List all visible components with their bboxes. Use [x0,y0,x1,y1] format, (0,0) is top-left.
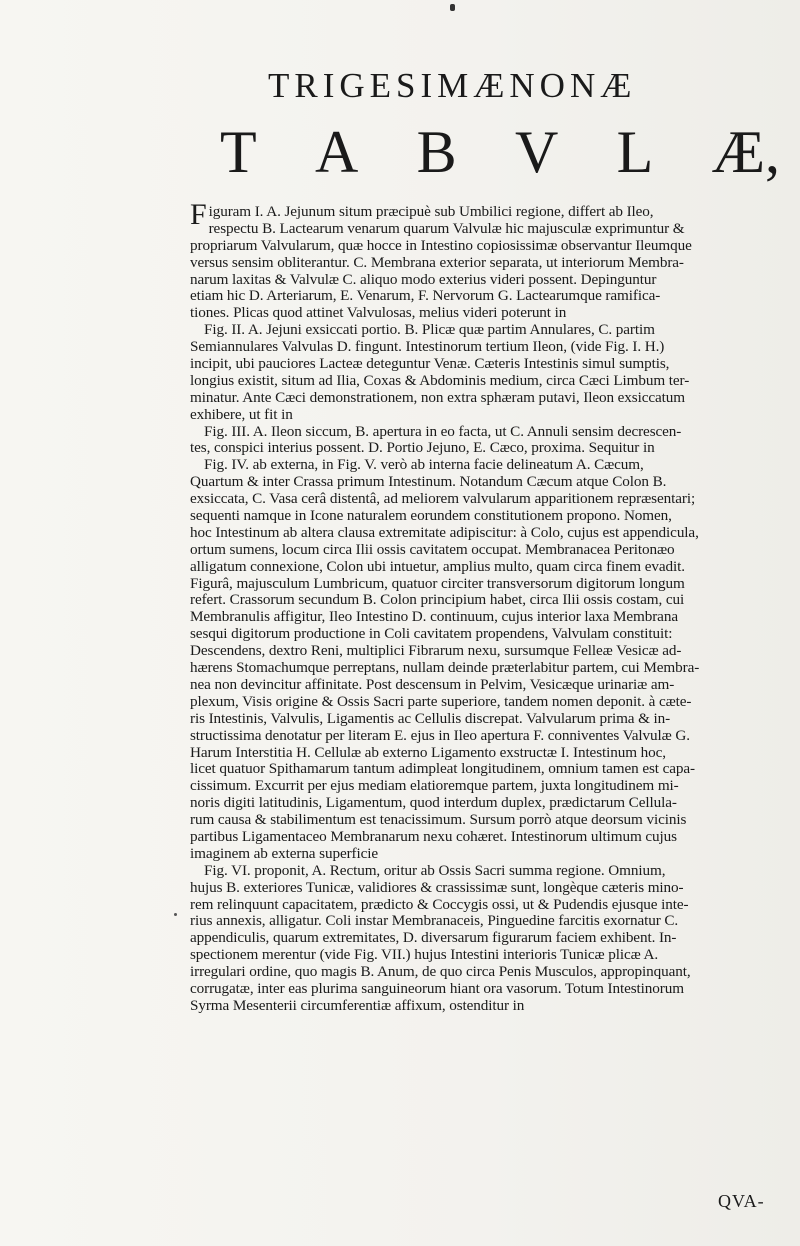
title-letter: L [616,119,654,185]
text-line: nea non devincitur affinitate. Post descensum in Pelvim, Vesicæque urinariæ am- [190,675,675,693]
title-letter: A [314,119,359,185]
text-line: imaginem ab externa superficie [190,844,379,862]
text-line: appendiculis, quarum extremitates, D. diversarum figurarum faciem exhibent. In- [190,929,677,947]
text-line: tes, conspici interius possent. D. Portio Jejuno, E. Cæco, proxima. Sequitur in [190,439,655,457]
text-line: noris digiti latitudinis, Ligamentum, quod interdum duplex, prædictarum Cellula- [190,794,677,812]
text-line: rem relinquunt capacitatem, prædicto & Coccygis ossi, ut & Pudendis ejusque inte- [190,895,689,913]
text-line: versus sensim obliterantur. C. Membrana exterior separata, ut interiorum Membra- [190,253,684,271]
title-letter: Æ, [711,119,780,185]
text-line: exhibere, ut fit in [190,405,293,423]
text-line: tiones. Plicas quod attinet Valvulosas, melius videri poterunt in [190,304,567,322]
title-letter: T [220,119,257,185]
text-line: propriarum Valvularum, quæ hocce in Intestino copiosissimæ observantur Ileumque [190,236,692,254]
text-line: hoc Intestinum ab altera clausa extremitate adipiscitur: à Colo, cujus est appendicula, [190,523,699,541]
text-line: partibus Ligamentaceo Membranarum nexu cohæret. Intestinorum ultimum cujus [190,827,677,845]
text-line: narum laxitas & Valvulæ C. aliquo modo exterius videri possent. Depinguntur [190,270,657,288]
text-line: hujus B. exteriores Tunicæ, validiores & crassissimæ sunt, longèque cæteris mino- [190,878,684,896]
text-line: plexum, Visis origine & Ossis Sacri parte superiore, tandem nomen deponit. à cæte- [190,692,692,710]
text-line: licet quatuor Spithamarum tantum adimpleat longitudinem, omnium tamen est capa- [190,760,695,778]
text-line: ortum sumens, locum circa Ilii ossis cavitatem occupat. Membranacea Peritonæo [190,540,675,558]
text-line-content: iguram I. A. Jejunum situm præcipuè sub Umbilici regione, differt ab Ileo, [208,203,654,220]
text-line: Membranulis affigitur, Ileo Intestino D. continuum, cujus interior laxa Membrana [190,608,678,626]
title-letter: V [514,119,559,185]
text-line: Fig. IV. ab externa, in Fig. V. verò ab interna facie delineatum A. Cæcum, [204,456,644,474]
text-line: sesqui digitorum productione in Coli cavitatem propendens, Valvulam constituit: [190,625,673,643]
text-line: rum causa & stabilimentum est tenacissimum. Sursum porrò atque deorsum vicinis [190,811,687,829]
margin-mark [174,913,177,916]
text-line: sequenti namque in Icone naturalem eorundem constitutionem propono. Nomen, [190,507,672,525]
text-line: Quartum & inter Crassa primum Intestinum. Notandum Cæcum atque Colon B. [190,473,667,491]
text-line: Fig. II. A. Jejuni exsiccati portio. B. Plicæ quæ partim Annulares, C. partim [204,321,655,339]
text-line: Fig. III. A. Ileon siccum, B. apertura in eo facta, ut C. Annuli sensim decrescen- [204,422,682,440]
title-line-2 [220,118,780,187]
body-text [190,198,770,1015]
text-line: Semiannulares Valvulas D. fingunt. Intestinorum tertium Ileon, (vide Fig. I. H.) [190,338,665,356]
text-line: minatur. Ante Cæci demonstrationem, non extra sphæram putavi, Ileon exsiccatum [190,388,685,406]
text-line: rius annexis, alligatur. Coli instar Membranaceis, Pinguedine farcitis exornatur C. [190,912,679,930]
catchword: QVA- [718,1191,765,1211]
text-line: cissimum. Excurrit per ejus mediam elatioremque partem, juxta longitudinem mi- [190,777,679,795]
text-line: corrugatæ, inter eas plurima sanguineorum hiant ora vasorum. Totum Intestinorum [190,979,684,997]
text-line: spectionem merentur (vide Fig. VII.) hujus Intestini interioris Tunicæ plicæ A. [190,946,659,964]
printer-mark [450,4,455,11]
text-line: exsiccata, C. Vasa cerâ distentâ, ad meliorem valvularum apparitionem repræsentari; [190,490,696,508]
text-line: Figurâ, majusculum Lumbricum, quatuor circiter transversorum digitorum longum [190,574,685,592]
text-line: ris Intestinis, Valvulis, Ligamentis ac Cellulis discrepat. Valvularum prima & in- [190,709,671,727]
text-line: refert. Crassorum secundum B. Colon principium habet, circa Ilii ossis costam, cui [190,591,685,609]
text-line: irregulari ordine, quo magis B. Anum, de quo circa Penis Musculos, appropinquant, [190,963,691,981]
text-line: etiam hic D. Arteriarum, E. Venarum, F. Nervorum G. Lactearumque ramifica- [190,287,661,305]
title-line-1: TRIGESIMÆNONÆ [268,66,637,105]
drop-cap: F [190,198,207,231]
text-line: incipit, ubi pauciores Lacteæ deteguntur Venæ. Cæteris Intestinis simul sumptis, [190,355,670,373]
text-line: alligatum connexione, Colon ubi intuetur, amplius multo, quam circa finem evadit. [190,557,685,575]
text-line: respectu B. Lactearum venarum quarum Valvulæ hic majusculæ exprimuntur & [208,219,685,237]
text-line: Descendens, dextro Reni, multiplici Fibrarum nexu, sursumque Felleæ Vesicæ ad- [190,642,682,660]
title-letter: B [416,119,457,185]
text-line: Fig. VI. proponit, A. Rectum, oritur ab Ossis Sacri summa regione. Omnium, [204,861,666,879]
text-line: Syrma Mesenterii circumferentiæ affixum, ostenditur in [190,996,525,1014]
text-line: Harum Interstitia H. Cellulæ ab externo Ligamento exstructæ I. Intestinum hoc, [190,743,666,761]
text-line: longius existit, situm ad Ilia, Coxas & Abdominis medium, circa Cæci Limbum ter- [190,371,690,389]
text-line: structissima denotatur per literam E. ejus in Ileo apertura F. conniventes Valvulæ G. [190,726,690,744]
text-line: hærens Stomachumque perreptans, nullam deinde præterlabitur partem, cui Membra- [190,659,700,677]
